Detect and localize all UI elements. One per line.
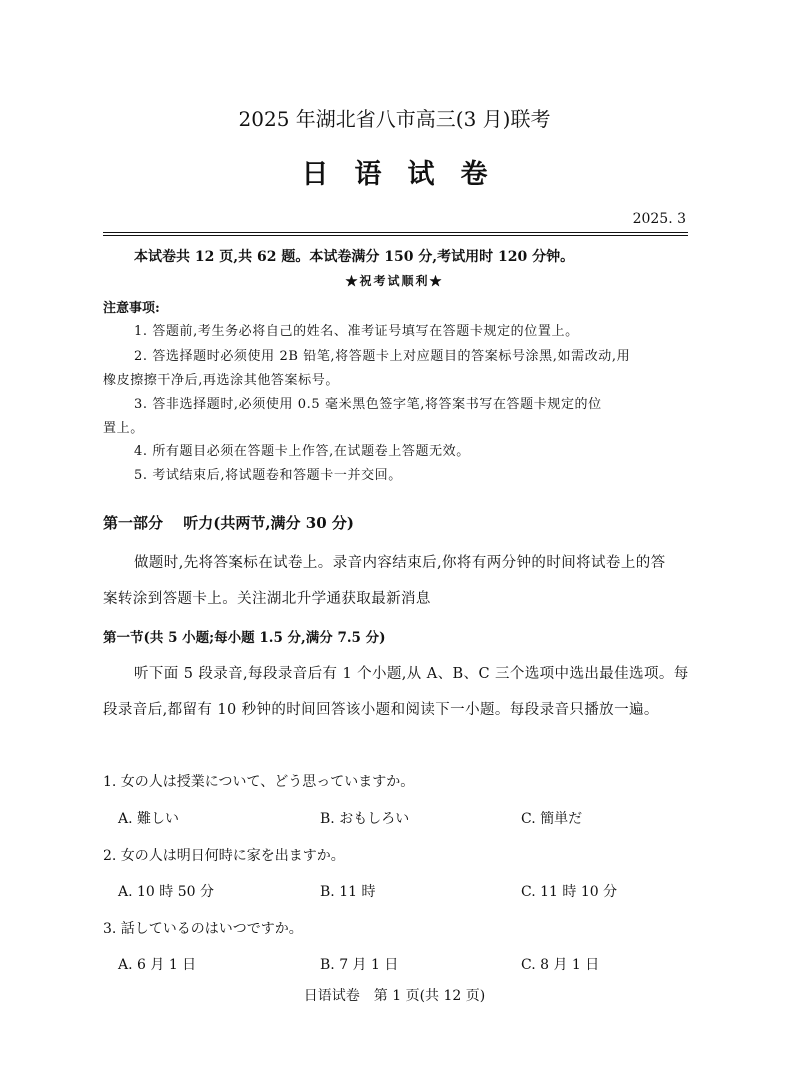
notice-line: 2. 答选择题时必须使用 2B 铅笔,将答题卡上对应题目的答案标号涂黑,如需改动,用 — [134, 349, 631, 364]
option-b: B. 7 月 1 日 — [320, 957, 399, 973]
notice-line: 4. 所有题目必须在答题卡上作答,在试题卷上答题无效。 — [134, 444, 470, 459]
notice-line: 置上。 — [103, 421, 144, 436]
notice-heading: 注意事项: — [103, 301, 160, 316]
exam-date: 2025. 3 — [632, 211, 686, 227]
part1-heading: 第一部分 听力(共两节,满分 30 分) — [103, 514, 354, 532]
option-c: C. 11 時 10 分 — [521, 884, 618, 900]
notice-line: 3. 答非选择题时,必须使用 0.5 毫米黑色签字笔,将答案书写在答题卡规定的位 — [134, 397, 602, 412]
option-b: B. おもしろい — [320, 811, 410, 827]
notice-line: 橡皮擦擦干净后,再选涂其他答案标号。 — [103, 373, 339, 388]
exam-info: 本试卷共 12 页,共 62 题。本试卷满分 150 分,考试用时 120 分钟。 — [134, 249, 575, 265]
part1-intro: 做题时,先将答案标在试卷上。录音内容结束后,你将有两分钟的时间将试卷上的答 — [134, 555, 666, 571]
question-stem: 2. 女の人は明日何時に家を出ますか。 — [103, 848, 345, 864]
subject-title: 日语试卷 — [301, 159, 514, 190]
option-a: A. 6 月 1 日 — [118, 957, 197, 973]
exam-title: 2025 年湖北省八市高三(3 月)联考 — [238, 107, 551, 131]
option-a: A. 難しい — [118, 811, 180, 827]
header-rule-top — [103, 232, 688, 233]
page-footer: 日语试卷 第 1 页(共 12 页) — [303, 988, 486, 1004]
option-c: C. 8 月 1 日 — [521, 957, 600, 973]
header-rule-bottom — [103, 235, 688, 236]
section1-heading: 第一节(共 5 小题;每小题 1.5 分,满分 7.5 分) — [103, 630, 386, 646]
option-b: B. 11 時 — [320, 884, 376, 900]
good-luck-banner: ★祝考试顺利★ — [345, 274, 444, 288]
question-stem: 1. 女の人は授業について、どう思っていますか。 — [103, 774, 415, 790]
part1-intro: 案转涂到答题卡上。关注湖北升学通获取最新消息 — [103, 591, 431, 607]
section1-instructions: 听下面 5 段录音,每段录音后有 1 个小题,从 A、B、C 三个选项中选出最佳选项。每 — [134, 666, 689, 682]
question-stem: 3. 話しているのはいつですか。 — [103, 921, 303, 937]
notice-line: 5. 考试结束后,将试题卷和答题卡一并交回。 — [134, 468, 402, 483]
section1-instructions: 段录音后,都留有 10 秒钟的时间回答该小题和阅读下一小题。每段录音只播放一遍。 — [103, 702, 659, 718]
option-a: A. 10 時 50 分 — [118, 884, 214, 900]
notice-line: 1. 答题前,考生务必将自己的姓名、准考证号填写在答题卡规定的位置上。 — [134, 324, 579, 339]
option-c: C. 簡単だ — [521, 811, 583, 827]
